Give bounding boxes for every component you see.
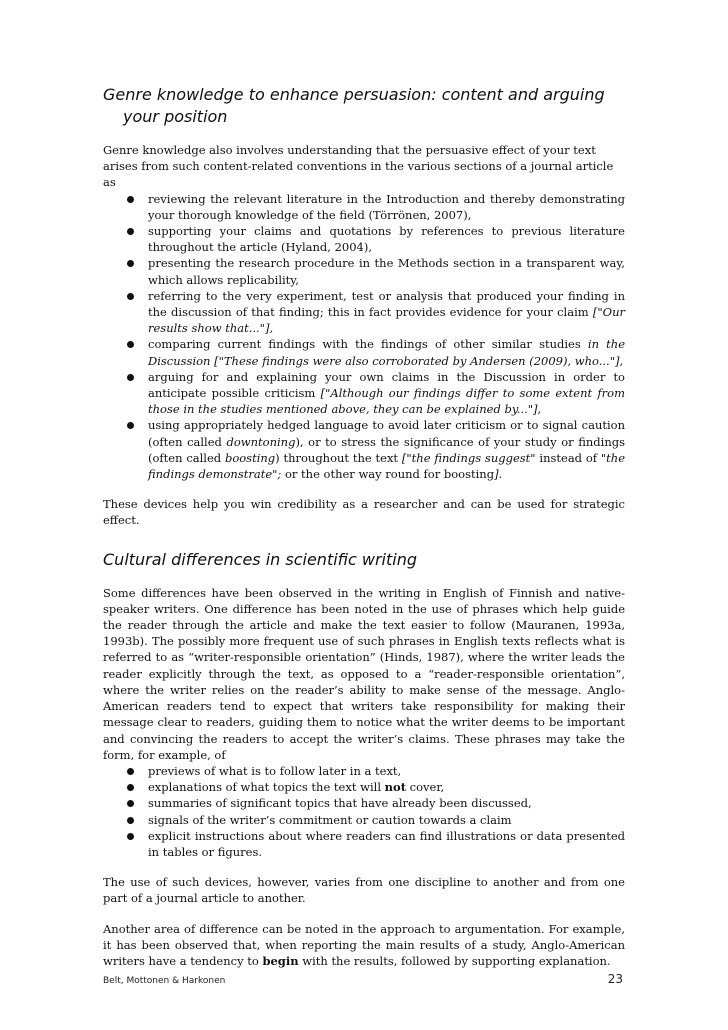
section2-bullet-list [103,763,625,860]
list-item: signals of the writer’s commitment or caution towards a claim [103,812,625,828]
document-page [103,84,625,969]
bullet-icon [127,833,134,840]
list-item: supporting your claims and quotations by references to previous literature throughout the article (Hyland, 2004), [103,223,625,255]
bullet-icon [127,800,134,807]
bullet-icon [127,768,134,775]
footer-authors: Belt, Mottonen & Harkonen [103,976,226,986]
section1-closing: These devices help you win credibility as a researcher and can be used for strategic effect. [103,497,625,528]
bullet-icon [127,228,134,235]
bullet-icon [127,817,134,824]
list-item: presenting the research procedure in the Methods section in a transparent way, which allows replicability, [103,255,625,287]
list-item: using appropriately hedged language to avoid later criticism or to signal caution (often called downtoning), or to stress the significance of your study or findings (often called boosting) throughout the text ["the findings suggest" instead of "the findings demonstrate"; or the other way round for boosting]. [103,417,625,482]
bullet-icon [127,374,134,381]
section-heading-genre-knowledge: Genre knowledge to enhance persuasion: content and arguing your position [103,85,605,126]
bullet-icon [127,196,134,203]
section2-paragraph-1: Some differences have been observed in the writing in English of Finnish and native-speaker writers. One difference has been noted in the use of phrases which help guide the reader through the article and make the text easier to follow (Mauranen, 1993a, 1993b). The possibly more frequent use of such phrases in English texts reflects what is referred to as “writer-responsible orientation” (Hinds, 1987), where the writer leads the reader explicitly through the text, as opposed to a “reader-responsible orientation”, where the writer relies on the reader’s ability to make sense of the message. Anglo-American readers tend to expect that writers take responsibility for making their message clear to readers, guiding them to notice what the writer deems to be important and convincing the readers to accept the writer’s claims. These phrases may take the form, for example, of [103,585,625,762]
page-number: 23 [607,972,623,986]
bullet-icon [127,784,134,791]
bullet-icon [127,293,134,300]
section2-paragraph-3: Another area of difference can be noted in the approach to argumentation. For example, it has been observed that, when reporting the main results of a study, Anglo-American writers have a tendency to begin with the results, followed by supporting explanation. [103,921,625,968]
section1-intro: Genre knowledge also involves understanding that the persuasive effect of your text arises from such content-related conventions in the various sections of a journal article as [103,143,614,190]
bullet-icon [127,341,134,348]
list-item: explicit instructions about where readers can find illustrations or data presented in tables or figures. [103,828,625,860]
list-item: previews of what is to follow later in a text, [103,763,625,779]
list-item: explanations of what topics the text will not cover, [103,779,625,795]
list-item: referring to the very experiment, test or analysis that produced your finding in the discussion of that finding; this in fact provides evidence for your claim ["Our results show that..."], [103,288,625,337]
section2-paragraph-2: The use of such devices, however, varies from one discipline to another and from one part of a journal article to another. [103,875,625,906]
list-item: reviewing the relevant literature in the Introduction and thereby demonstrating your thorough knowledge of the field (Törrönen, 2007), [103,191,625,223]
list-item: comparing current findings with the findings of other similar studies in the Discussion ["These findings were also corroborated by Andersen (2009), who..."], [103,336,625,368]
list-item: arguing for and explaining your own claims in the Discussion in order to anticipate possible criticism ["Although our findings differ to some extent from those in the studies mentioned above, they can be explained by..."], [103,369,625,418]
section1-bullet-list [103,191,625,483]
bullet-icon [127,422,134,429]
section-heading-cultural-differences: Cultural differences in scientific writing [103,549,417,569]
bullet-icon [127,260,134,267]
list-item: summaries of significant topics that have already been discussed, [103,795,625,811]
